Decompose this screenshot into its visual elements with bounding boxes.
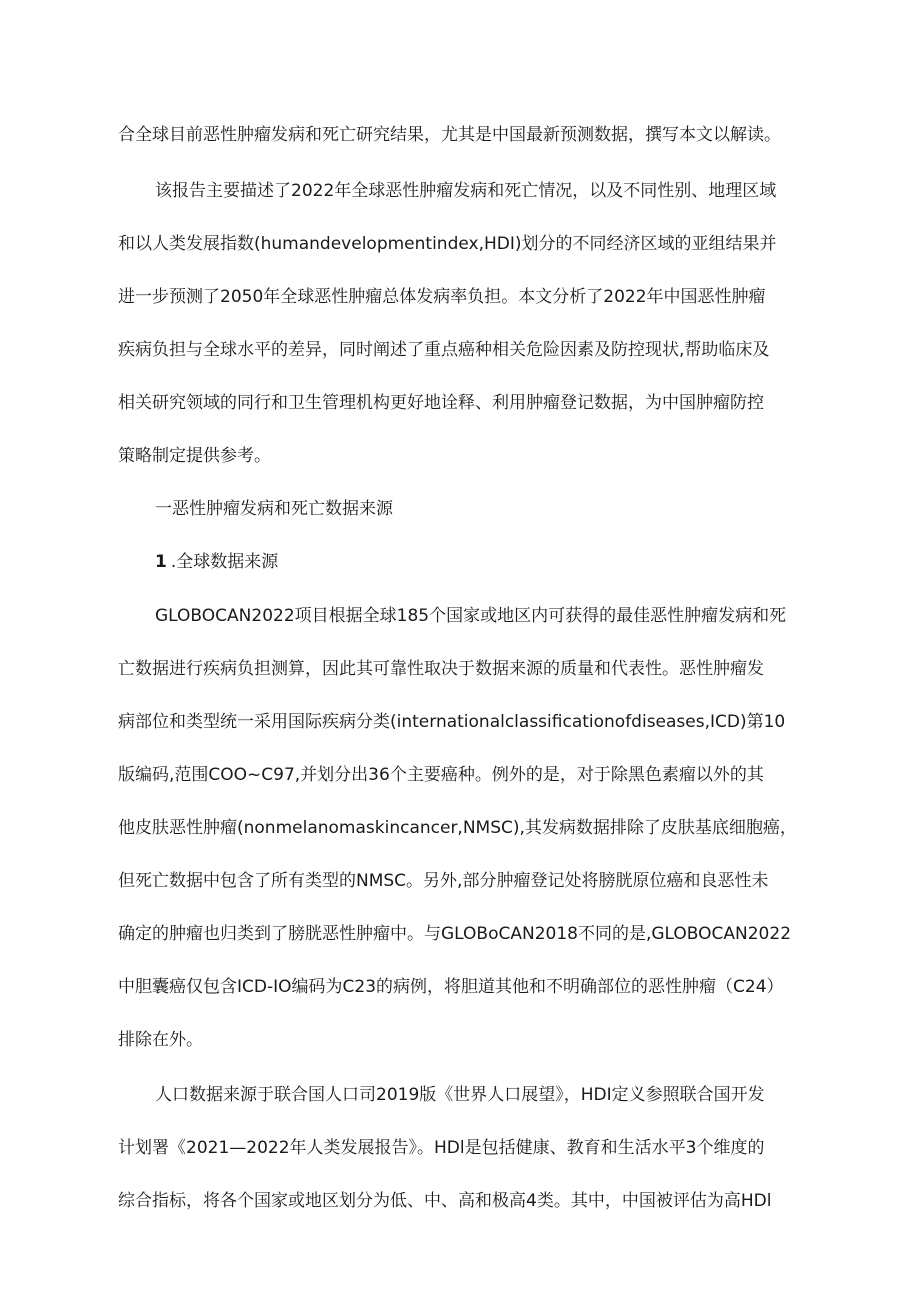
paragraph-line: 病部位和类型统一采用国际疾病分类(internationalclassificationofdiseases,ICD)第10 bbox=[118, 712, 786, 732]
paragraph-line: 进一步预测了2050年全球恶性肿瘤总体发病率负担。本文分析了2022年中国恶性肿瘤 bbox=[118, 287, 766, 307]
section-heading: 一恶性肿瘤发病和死亡数据来源 bbox=[155, 499, 393, 519]
paragraph-line: 确定的肿瘤也归类到了膀胱恶性肿瘤中。与GLOBoCAN2018不同的是,GLOBOCAN2022 bbox=[118, 924, 792, 944]
paragraph-line: 相关研究领域的同行和卫生管理机构更好地诠释、利用肿瘤登记数据，为中国肿瘤防控 bbox=[118, 393, 764, 413]
paragraph-line: 合全球目前恶性肿瘤发病和死亡研究结果，尤其是中国最新预测数据，撰写本文以解读。 bbox=[118, 125, 781, 145]
subsection-number: 1 bbox=[155, 552, 167, 572]
paragraph-line: 亡数据进行疾病负担测算，因此其可靠性取决于数据来源的质量和代表性。恶性肿瘤发 bbox=[118, 659, 764, 679]
paragraph-line: 计划署《2021—2022年人类发展报告》。HDl是包括健康、教育和生活水平3个维度的 bbox=[118, 1138, 765, 1158]
paragraph-line: 中胆囊癌仅包含ICD-IO编码为C23的病例，将胆道其他和不明确部位的恶性肿瘤（C24） bbox=[118, 977, 784, 997]
subsection-title: .全球数据来源 bbox=[170, 552, 279, 572]
paragraph-line: GLOBOCAN2022项目根据全球185个国家或地区内可获得的最佳恶性肿瘤发病和死 bbox=[155, 606, 787, 626]
paragraph-line: 版编码,范围COO~C97,并划分出36个主要癌种。例外的是，对于除黑色素瘤以外的其 bbox=[118, 765, 764, 785]
paragraph-line: 策略制定提供参考。 bbox=[118, 446, 271, 466]
paragraph-line: 但死亡数据中包含了所有类型的NMSC。另外,部分肿瘤登记处将膀胱原位癌和良恶性未 bbox=[118, 871, 769, 891]
paragraph-line: 人口数据来源于联合国人口司2019版《世界人口展望》，HDI定义参照联合国开发 bbox=[155, 1085, 765, 1105]
paragraph-line: 综合指标，将各个国家或地区划分为低、中、高和极高4类。其中，中国被评估为高HDl bbox=[118, 1191, 772, 1211]
paragraph-line: 疾病负担与全球水平的差异，同时阐述了重点癌种相关危险因素及防控现状,帮助临床及 bbox=[118, 340, 770, 360]
subsection-heading bbox=[155, 550, 875, 574]
paragraph-line: 排除在外。 bbox=[118, 1030, 203, 1050]
paragraph-line: 和以人类发展指数(humandevelopmentindex,HDI)划分的不同经济区域的亚组结果并 bbox=[118, 234, 777, 254]
paragraph-line: 该报告主要描述了2022年全球恶性肿瘤发病和死亡情况，以及不同性别、地理区域 bbox=[155, 181, 777, 201]
paragraph-line: 他皮肤恶性肿瘤(nonmelanomaskincancer,NMSC),其发病数据排除了皮肤基底细胞癌， bbox=[118, 818, 797, 838]
